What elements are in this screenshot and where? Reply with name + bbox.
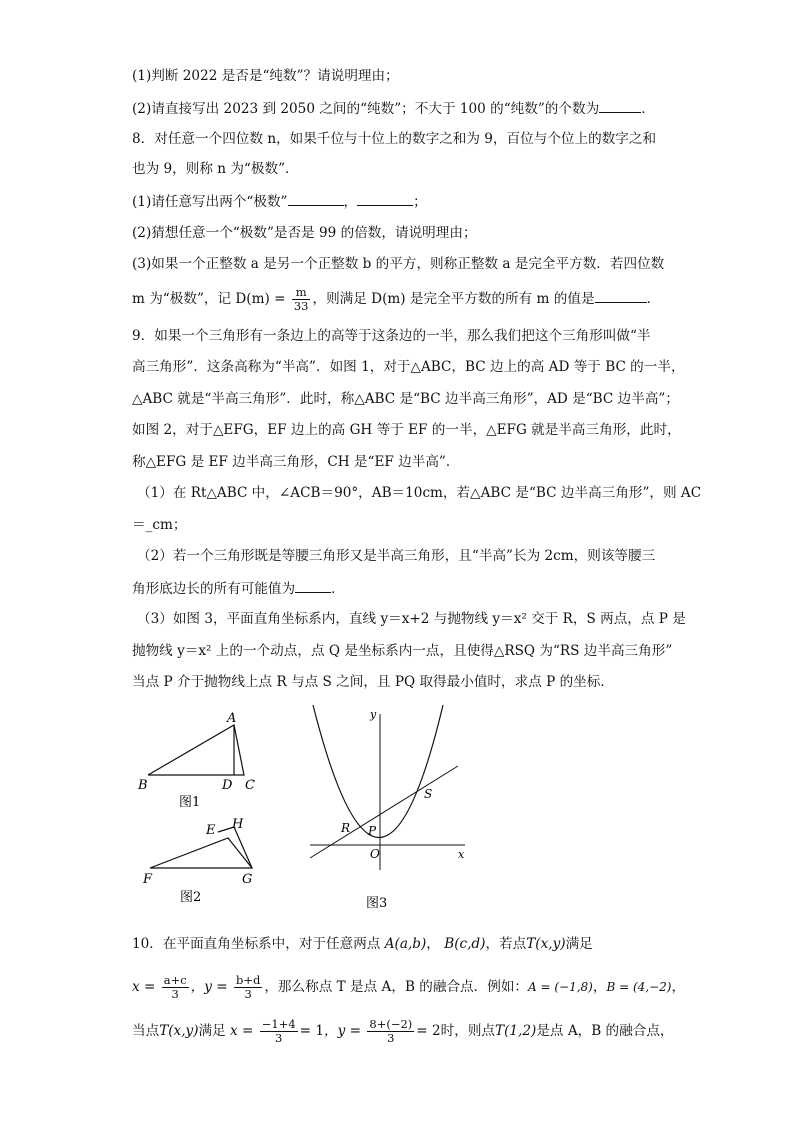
line-y-x-plus-2 <box>310 766 458 858</box>
answer-blank <box>357 191 413 206</box>
q9-line5: 称△EFG 是 EF 边半高三角形，CH 是“EF 边半高”． <box>132 454 460 470</box>
parabola-y-x-squared <box>313 705 443 838</box>
fraction-denominator: 3 <box>275 1031 283 1045</box>
q10-comma-3: ， <box>671 979 686 995</box>
q8-part1-sep: ， <box>343 194 358 210</box>
q9-part3-line2: 抛物线 y＝x² 上的一个动点，点 Q 是坐标系内一点，且使得△RSQ 为“RS 边半高三角形” <box>132 643 673 659</box>
q10-line3 <box>132 1018 674 1045</box>
label-p: P <box>368 824 377 838</box>
y-example-value: = 2 <box>416 1023 441 1039</box>
figure-2-caption: 图2 <box>180 890 202 905</box>
q8-part3-line1: (3)如果一个正整数 a 是另一个正整数 b 的平方，则称正整数 a 是完全平方数．若四位数 <box>132 256 665 272</box>
figure-1-caption: 图1 <box>179 795 201 810</box>
q9-line2: 高三角形”．这条高称为“半高”．如图 1，对于△ABC，BC 边上的高 AD 等于 BC 的一半， <box>132 359 685 375</box>
q8-part1 <box>132 191 427 212</box>
label-f: F <box>143 872 153 887</box>
q9-line3: △ABC 就是“半高三角形”．此时，称△ABC 是“BC 边半高三角形”，AD 是“BC 边半高”； <box>132 391 679 407</box>
y-equation-label: ，y = <box>190 979 228 995</box>
segment-hg <box>234 827 252 868</box>
fraction-y <box>234 974 262 1001</box>
q9-part2-text: 角形底边长的所有可能值为 <box>132 581 296 597</box>
q8-line2: 也为 9，则称 n 为“极数”． <box>132 161 299 177</box>
example-point-a: A = (−1,8) <box>528 980 593 994</box>
y-equation-label-2: ，y = <box>324 1023 362 1039</box>
figure-3 <box>300 700 480 915</box>
triangle-abc <box>148 725 244 775</box>
label-e: E <box>206 823 216 838</box>
label-r: R <box>341 821 351 835</box>
fraction-denominator: 3 <box>387 1031 395 1045</box>
q10-line1-text: 10．在平面直角坐标系中，对于任意两点 <box>132 936 381 952</box>
q10-line3-text-a: 当点 <box>132 1023 160 1039</box>
q8-part3-line2 <box>132 286 660 313</box>
fraction-numerator: −1+4 <box>261 1017 296 1031</box>
label-a: A <box>227 711 237 726</box>
label-g: G <box>242 872 253 887</box>
label-d: D <box>222 778 233 793</box>
fraction-numerator: b+d <box>235 973 261 987</box>
label-o: O <box>370 847 380 861</box>
q7-part2-text: (2)请直接写出 2023 到 2050 之间的“纯数”；不大于 100 的“纯数”的个数为 <box>132 101 600 117</box>
point-b: B(c,d) <box>444 936 486 952</box>
label-b: B <box>138 778 148 793</box>
q8-part2: (2)猜想任意一个“极数”是否是 99 的倍数，请说明理由； <box>132 225 477 241</box>
answer-blank <box>288 191 344 206</box>
fraction-x-example <box>260 1018 298 1045</box>
figure-1 <box>130 705 270 815</box>
q9-part1-line2: ＝_cm； <box>132 517 187 533</box>
q9-part3-line1: （3）如图 3，平面直角坐标系内，直线 y＝x+2 与抛物线 y＝x² 交于 R，S 两点，点 P 是 <box>137 611 686 627</box>
q9-line4: 如图 2，对于△EFG，EF 边上的高 GH 等于 EF 的一半，△EFG 就是半高三角形，此时， <box>132 422 681 438</box>
point-a: A(a,b) <box>384 936 427 952</box>
q10-line2 <box>132 974 685 1001</box>
answer-blank <box>599 98 641 113</box>
point-t-2: T(x,y) <box>159 1023 199 1039</box>
fraction-m-over-33 <box>292 286 311 313</box>
answer-blank <box>295 578 331 593</box>
q8-part3-text-b: ，则满足 D(m) 是完全平方数的所有 m 的值是 <box>312 291 595 307</box>
q8-line1: 8．对任意一个四位数 n，如果千位与十位上的数字之和为 9，百位与个位上的数字之和 <box>132 131 657 147</box>
fraction-numerator: m <box>292 286 311 300</box>
q9-line1: 9．如果一个三角形有一条边上的高等于这条边的一半，那么我们把这个三角形叫做“半 <box>132 328 651 344</box>
q8-part3-end: ． <box>646 291 661 307</box>
q10-line1-text-b: ，若点 <box>485 936 527 952</box>
fraction-y-example <box>367 1018 414 1045</box>
q8-part1-end: ； <box>413 194 427 210</box>
q9-part2-line2 <box>132 578 345 599</box>
fraction-denominator: 33 <box>293 299 309 313</box>
fraction-numerator: a+c <box>163 973 187 987</box>
q9-part1-line1: （1）在 Rt△ABC 中，∠ACB＝90°，AB＝10cm，若△ABC 是“BC 边半高三角形”，则 AC <box>137 485 702 501</box>
fraction-x <box>162 974 189 1001</box>
q10-line1 <box>132 934 593 954</box>
q7-part2-end: ． <box>641 101 655 117</box>
q10-comma-2: ， <box>592 979 607 995</box>
label-h: H <box>232 817 244 832</box>
q7-part1: (1)判断 2022 是否是“纯数”？请说明理由； <box>132 68 399 84</box>
fraction-denominator: 3 <box>171 987 179 1001</box>
x-equation-label: x = <box>132 979 156 995</box>
q10-line3-text-b: 满足 <box>198 1023 226 1039</box>
figure-3-caption: 图3 <box>366 896 388 911</box>
triangle-efg <box>150 838 252 868</box>
fraction-denominator: 3 <box>244 987 252 1001</box>
x-equation-label-2: x = <box>230 1023 254 1039</box>
q9-part3-line3: 当点 P 介于抛物线上点 R 与点 S 之间，且 PQ 取得最小值时，求点 P 的坐标． <box>132 674 614 690</box>
label-x-axis: x <box>458 848 465 861</box>
figure-2 <box>130 810 270 910</box>
q10-comma: ， <box>426 936 440 952</box>
example-point-b: B = (4,−2) <box>606 980 672 994</box>
answer-blank <box>595 288 647 303</box>
q10-line3-text-c: 时，则点 <box>440 1023 496 1039</box>
label-s: S <box>424 787 433 801</box>
point-t-example: T(1,2) <box>495 1023 537 1039</box>
fraction-numerator: 8+(−2) <box>369 1017 413 1031</box>
q8-part1-text: (1)请任意写出两个“极数” <box>132 194 288 210</box>
q10-line3-text-d: 是点 A，B 的融合点， <box>536 1023 674 1039</box>
q9-part2-line1: （2）若一个三角形既是等腰三角形又是半高三角形，且“半高”长为 2cm，则该等腰三 <box>137 548 656 564</box>
q9-part2-end: ． <box>331 581 345 597</box>
label-y-axis: y <box>370 708 377 721</box>
q7-part2 <box>132 98 655 119</box>
q8-part3-text-a: m 为“极数”，记 D(m) = <box>132 291 286 307</box>
x-example-value: = 1 <box>299 1023 325 1039</box>
q10-line2-text: ，那么称点 T 是点 A，B 的融合点．例如： <box>264 979 529 995</box>
point-t: T(x,y) <box>526 936 566 952</box>
q10-line1-text-c: 满足 <box>565 936 593 952</box>
label-c: C <box>245 778 255 793</box>
